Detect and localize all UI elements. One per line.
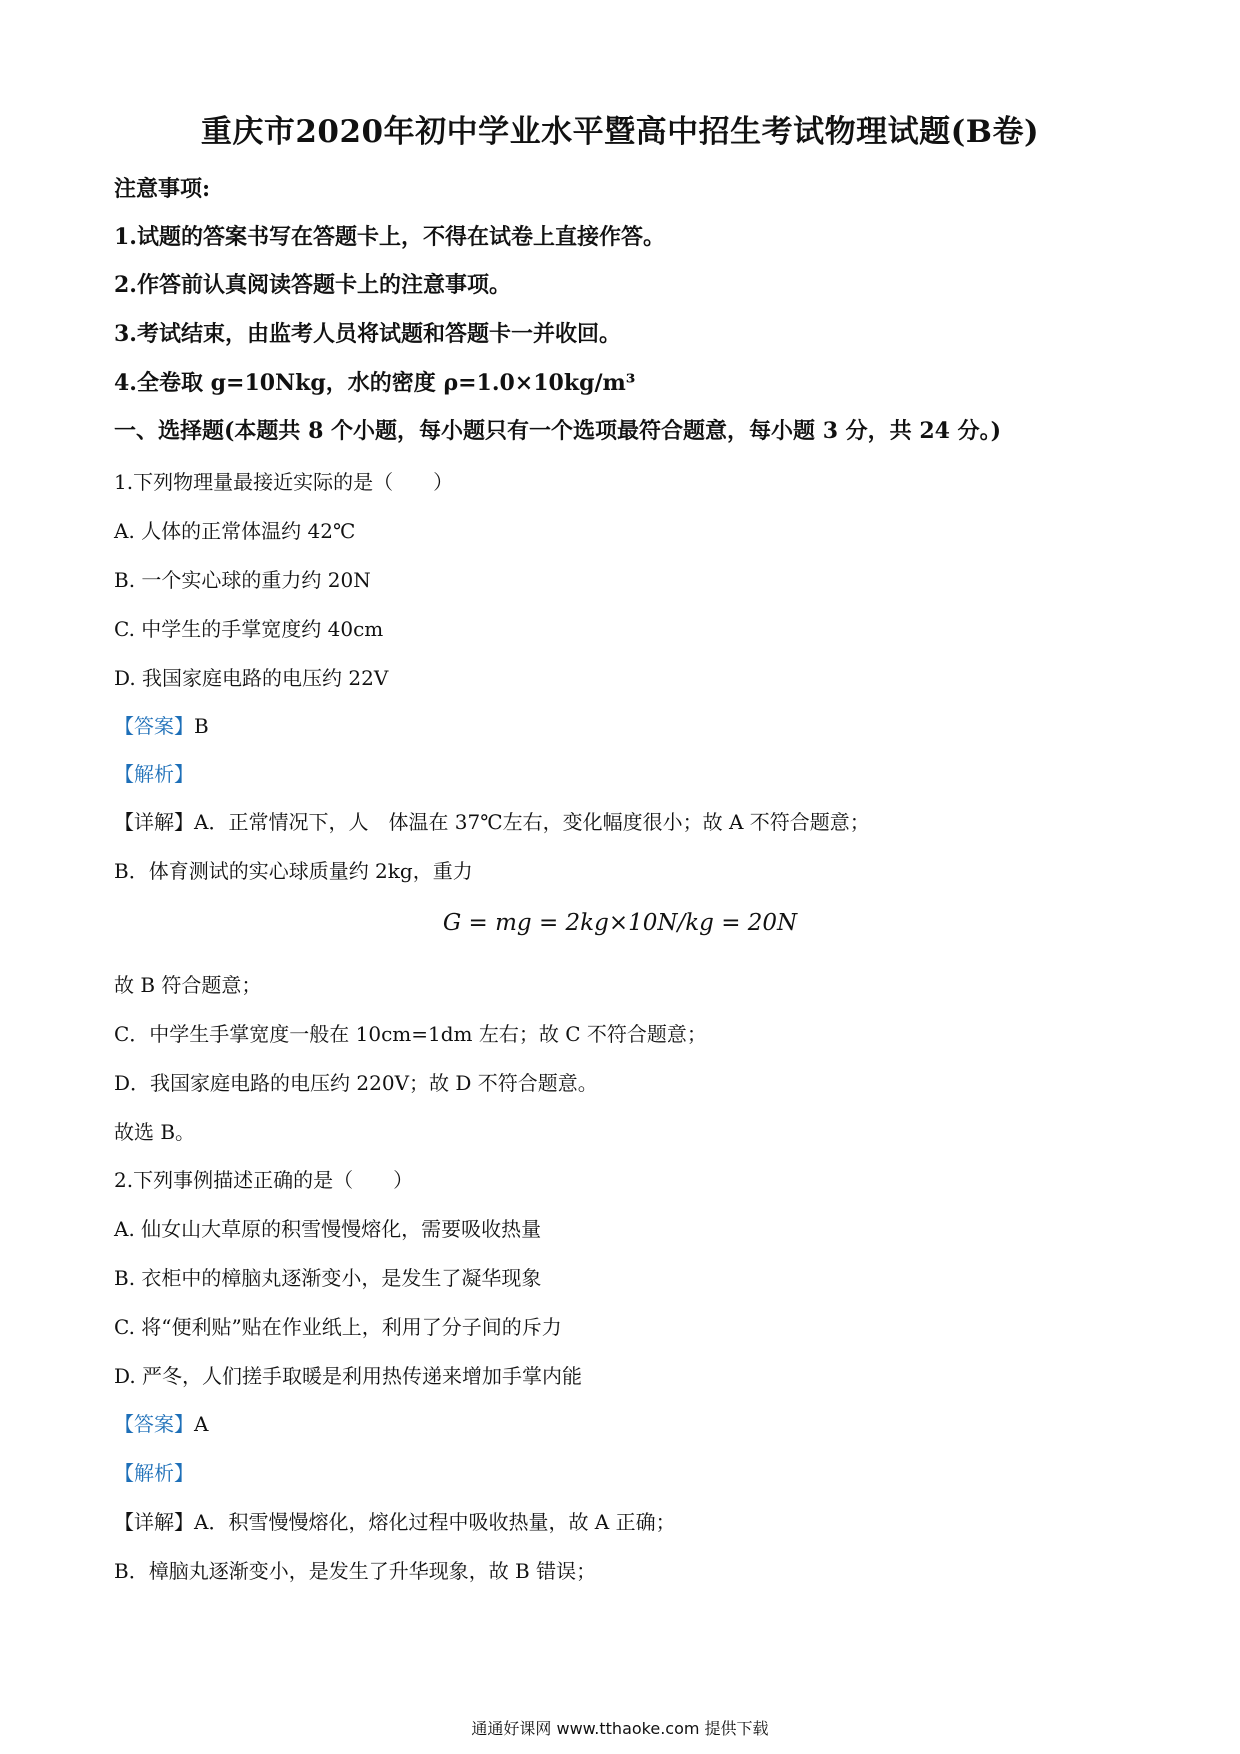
question-1-conclusion: 故选 B。	[114, 1120, 196, 1144]
question-1-option-a: A. 人体的正常体温约 42℃	[114, 519, 356, 543]
question-2-option-d: D. 严冬，人们搓手取暖是利用热传递来增加手掌内能	[114, 1364, 583, 1388]
question-1-formula: G = mg = 2kg×10N/kg = 20N	[442, 910, 798, 936]
answer-label: 【答案】	[114, 714, 194, 738]
notice-heading: 注意事项:	[114, 176, 211, 202]
question-2-stem: 2.下列事例描述正确的是（ ）	[114, 1168, 414, 1192]
question-2-option-a: A. 仙女山大草原的积雪慢慢熔化，需要吸收热量	[114, 1217, 542, 1241]
question-1-analysis-label: 【解析】	[114, 762, 194, 786]
answer-value: B	[194, 714, 209, 738]
question-1-detail-1: 【详解】A．正常情况下，人 体温在 37℃左右，变化幅度很小；故 A 不符合题意；	[114, 810, 870, 834]
question-1-detail-3: 故 B 符合题意；	[114, 973, 262, 997]
question-2-answer	[114, 1408, 208, 1437]
question-2-detail-1: 【详解】A．积雪慢慢熔化，熔化过程中吸收热量，故 A 正确；	[114, 1510, 676, 1534]
notice-item-3: 3.考试结束，由监考人员将试题和答题卡一并收回。	[114, 321, 621, 347]
answer-label: 【答案】	[114, 1412, 194, 1436]
question-2-option-b: B. 衣柜中的樟脑丸逐渐变小，是发生了凝华现象	[114, 1266, 542, 1290]
page-title: 重庆市2020年初中学业水平暨高中招生考试物理试题(B卷)	[200, 114, 1040, 150]
question-2-detail-2: B．樟脑丸逐渐变小，是发生了升华现象，故 B 错误；	[114, 1559, 597, 1583]
answer-value: A	[194, 1412, 209, 1436]
question-1-option-d: D. 我国家庭电路的电压约 22V	[114, 666, 389, 690]
notice-item-2: 2.作答前认真阅读答题卡上的注意事项。	[114, 272, 511, 298]
question-1-answer	[114, 710, 209, 739]
question-1-detail-4: C．中学生手掌宽度一般在 10cm=1dm 左右；故 C 不符合题意；	[114, 1022, 707, 1046]
question-1-stem: 1.下列物理量最接近实际的是（ ）	[114, 470, 454, 494]
question-1-detail-5: D．我国家庭电路的电压约 220V；故 D 不符合题意。	[114, 1071, 598, 1095]
page-footer: 通通好课网 www.tthaoke.com 提供下载	[471, 1719, 769, 1738]
question-1-detail-2: B．体育测试的实心球质量约 2kg，重力	[114, 859, 473, 883]
notice-item-4: 4.全卷取 g=10Nkg，水的密度 ρ=1.0×10kg/m³	[114, 370, 636, 396]
question-1-option-b: B. 一个实心球的重力约 20N	[114, 568, 371, 592]
notice-item-1: 1.试题的答案书写在答题卡上，不得在试卷上直接作答。	[114, 224, 665, 250]
section-heading: 一、选择题(本题共 8 个小题，每小题只有一个选项最符合题意，每小题 3 分，共 24 分。)	[114, 418, 1002, 444]
question-1-option-c: C. 中学生的手掌宽度约 40cm	[114, 617, 384, 641]
question-2-analysis-label: 【解析】	[114, 1461, 194, 1485]
question-2-option-c: C. 将“便利贴”贴在作业纸上，利用了分子间的斥力	[114, 1315, 562, 1339]
